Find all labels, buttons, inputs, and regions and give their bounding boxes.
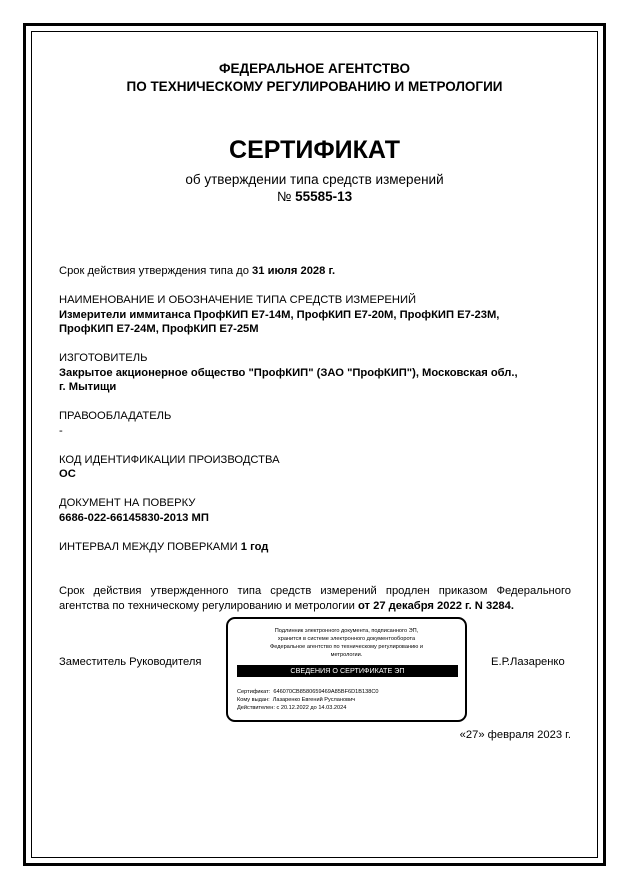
certificate-number — [0, 189, 629, 204]
type-name-line1: Измерители иммитанса ПрофКИП Е7-14М, ПрофКИП Е7-20М, ПрофКИП Е7-23М, — [59, 309, 500, 321]
stamp-line: Федеральное агентство по техническому регулированию и — [269, 644, 424, 650]
stamp-valid-label: Действителен: — [237, 705, 275, 711]
stamp-issued-label: Кому выдан: — [237, 697, 270, 703]
manufacturer-line1: Закрытое акционерное общество "ПрофКИП" (ЗАО "ПрофКИП"), Московская обл., — [59, 367, 518, 379]
type-name-label: НАИМЕНОВАНИЕ И ОБОЗНАЧЕНИЕ ТИПА СРЕДСТВ ИЗМЕРЕНИЙ — [59, 294, 417, 306]
stamp-issued-to — [237, 697, 355, 704]
agency-name-line1: ФЕДЕРАЛЬНОЕ АГЕНТСТВО — [218, 61, 411, 76]
stamp-banner: СВЕДЕНИЯ О СЕРТИФИКАТЕ ЭП — [237, 665, 458, 677]
number-prefix: № — [276, 189, 292, 204]
stamp-valid-value: с 20.12.2022 до 14.03.2024 — [276, 705, 347, 711]
manufacturer-label: ИЗГОТОВИТЕЛЬ — [59, 352, 148, 364]
validity-line — [59, 264, 335, 278]
certificate-subtitle: об утверждении типа средств измерений — [185, 172, 444, 187]
stamp-issued-value: Лазаренко Евгений Русланович — [272, 697, 356, 703]
stamp-line: метрологии. — [330, 652, 363, 658]
type-name-line2: ПрофКИП Е7-24М, ПрофКИП Е7-25М — [59, 323, 259, 335]
signatory-name: Е.Р.Лазаренко — [491, 656, 565, 668]
certificate-title: СЕРТИФИКАТ — [229, 136, 400, 164]
validity-date: 31 июля 2028 г. — [252, 265, 336, 277]
validity-label: Срок действия утверждения типа до — [59, 265, 249, 277]
stamp-line: Подлинник электронного документа, подписанного ЭП, — [274, 628, 419, 634]
number-value: 55585-13 — [295, 189, 353, 204]
stamp-validity — [237, 705, 346, 712]
production-code-value: ОС — [59, 468, 76, 480]
manufacturer-line2: г. Мытищи — [59, 381, 117, 393]
verification-interval — [59, 540, 268, 554]
verification-doc-value: 6686-022-66145830-2013 МП — [59, 512, 209, 524]
stamp-certificate — [237, 689, 378, 696]
signatory-position: Заместитель Руководителя — [59, 656, 202, 668]
holder-value: - — [59, 425, 63, 437]
interval-label: ИНТЕРВАЛ МЕЖДУ ПОВЕРКАМИ — [59, 541, 238, 553]
extension-text: Срок действия утвержденного типа средств измерений продлен приказом Федерального агентства по техническому регулированию и метрологии — [59, 585, 571, 612]
agency-name-line2: ПО ТЕХНИЧЕСКОМУ РЕГУЛИРОВАНИЮ И МЕТРОЛОГИИ — [126, 79, 503, 94]
e-signature-stamp — [226, 617, 467, 722]
production-code-label: КОД ИДЕНТИФИКАЦИИ ПРОИЗВОДСТВА — [59, 454, 280, 466]
stamp-header — [236, 627, 457, 659]
extension-order: от 27 декабря 2022 г. N 3284. — [357, 600, 514, 612]
interval-value: 1 год — [240, 541, 269, 553]
issue-date: «27» февраля 2023 г. — [459, 729, 571, 741]
stamp-cert-value: 646070CB8580659469A85BF6D1B138C0 — [273, 689, 379, 695]
verification-doc-label: ДОКУМЕНТ НА ПОВЕРКУ — [59, 497, 196, 509]
stamp-cert-label: Сертификат: — [237, 689, 271, 695]
stamp-line: хранится в системе электронного документооборота — [277, 636, 416, 642]
extension-paragraph — [59, 584, 571, 614]
holder-label: ПРАВООБЛАДАТЕЛЬ — [59, 410, 172, 422]
